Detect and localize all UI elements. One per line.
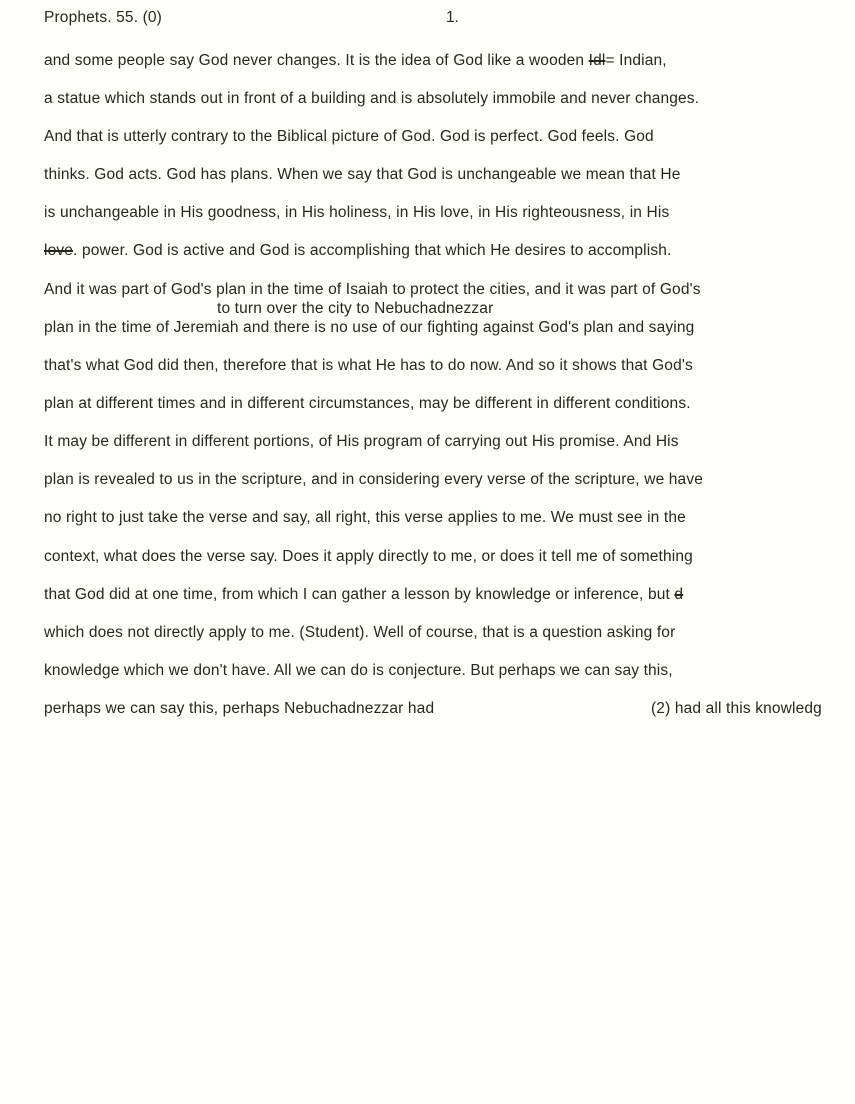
text-line	[44, 586, 683, 604]
text-segment: thinks. God acts. God has plans. When we say that God is unchangeable we mean that He	[44, 166, 681, 183]
struck-out-text: Idl	[588, 52, 606, 69]
text-segment: a statue which stands out in front of a building and is absolutely immobile and never changes.	[44, 90, 700, 107]
text-line	[44, 662, 673, 680]
text-segment: It may be different in different portions, of His program of carrying out His promise. And His	[44, 433, 679, 450]
text-line	[44, 357, 693, 375]
text-segment: and some people say God never changes. It is the idea of God like a wooden	[44, 52, 589, 69]
text-segment: plan in the time of Jeremiah and there is no use of our fighting against God's plan and saying	[44, 319, 695, 336]
text-segment: that's what God did then, therefore that is what He has to do now. And so it shows that God's	[44, 357, 693, 374]
text-segment: to turn over the city to Nebuchadnezzar	[217, 300, 494, 317]
text-line	[44, 471, 703, 489]
text-segment: . power. God is active and God is accomplishing that which He desires to accomplish.	[73, 242, 672, 259]
struck-out-text: love	[44, 242, 74, 259]
text-line	[44, 90, 699, 108]
text-segment: plan is revealed to us in the scripture, and in considering every verse of the scripture, we have	[44, 471, 704, 488]
text-line	[44, 242, 671, 260]
text-segment: which does not directly apply to me. (Student). Well of course, that is a question asking for	[44, 624, 676, 641]
text-segment: = Indian,	[605, 52, 667, 69]
text-line	[651, 700, 822, 718]
text-segment: no right to just take the verse and say, all right, this verse applies to me. We must see in the	[44, 509, 686, 526]
text-line	[44, 52, 667, 70]
interlinear-insertion	[217, 300, 493, 318]
text-line	[44, 128, 654, 146]
text-line	[44, 319, 694, 337]
text-segment: perhaps we can say this, perhaps Nebuchadnezzar had	[44, 700, 435, 717]
text-line	[44, 204, 669, 222]
text-segment: knowledge which we don't have. All we can do is conjecture. But perhaps we can say this,	[44, 662, 673, 679]
text-line	[44, 509, 686, 527]
text-line	[44, 433, 679, 451]
text-segment: that God did at one time, from which I can gather a lesson by knowledge or inference, but	[44, 586, 675, 603]
text-line	[44, 395, 691, 413]
text-segment: And it was part of God's plan in the time of Isaiah to protect the cities, and it was part of God's	[44, 281, 701, 298]
page-number: 1.	[446, 9, 459, 26]
text-segment: (2) had all this knowledg	[651, 700, 822, 717]
text-segment: plan at different times and in different circumstances, may be different in different conditions.	[44, 395, 691, 412]
text-line	[44, 624, 675, 642]
text-segment: is unchangeable in His goodness, in His holiness, in His love, in His righteousness, in His	[44, 204, 670, 221]
text-segment: context, what does the verse say. Does it apply directly to me, or does it tell me of something	[44, 548, 693, 565]
struck-out-text: d	[674, 586, 684, 603]
text-segment: And that is utterly contrary to the Biblical picture of God. God is perfect. God feels. God	[44, 128, 654, 145]
document-header-title: Prophets. 55. (0)	[44, 9, 162, 26]
text-line	[44, 166, 681, 184]
text-line	[44, 700, 434, 718]
text-line	[44, 548, 693, 566]
text-line	[44, 281, 701, 299]
